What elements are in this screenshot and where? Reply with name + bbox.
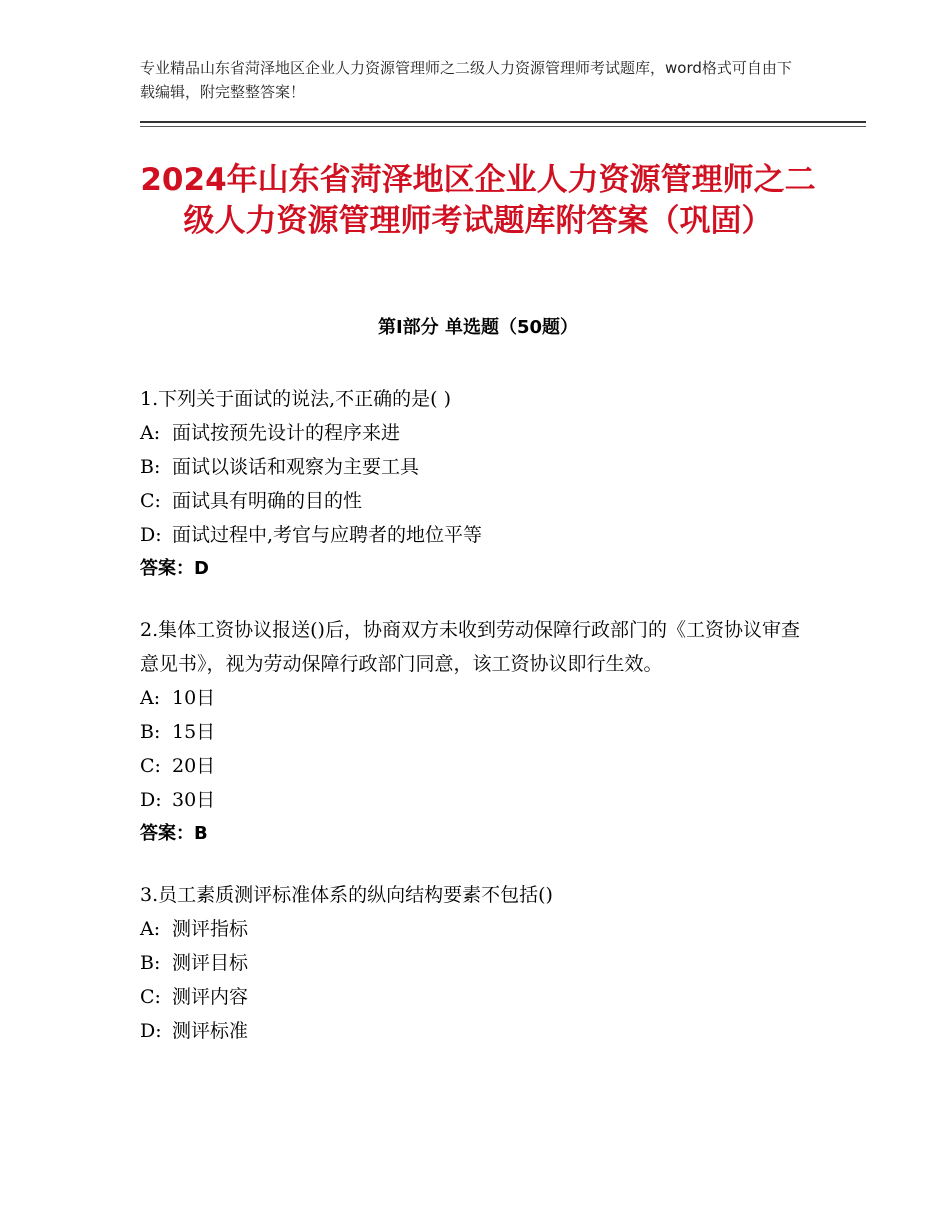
option-letter: C: [140, 755, 161, 777]
header-divider-thick [140, 121, 866, 123]
option-text: 10日 [172, 687, 216, 709]
question-stem: 3.员工素质测评标准体系的纵向结构要素不包括() [140, 884, 553, 906]
option-letter: D: [140, 789, 162, 811]
option-letter: C: [140, 986, 161, 1008]
option-a [140, 912, 800, 946]
option-a [140, 416, 800, 450]
option-text: 测评内容 [172, 986, 249, 1008]
section-title: 第Ⅰ部分 单选题（50题） [377, 317, 578, 338]
question-2 [140, 613, 800, 851]
option-letter: D: [140, 524, 162, 546]
option-text: 30日 [172, 789, 216, 811]
header-note: 专业精品山东省菏泽地区企业人力资源管理师之二级人力资源管理师考试题库，word格式可自由下载编辑，附完整整答案！ [140, 59, 792, 101]
option-b [140, 450, 800, 484]
option-b [140, 946, 800, 980]
answer-line: 答案：B [140, 823, 208, 844]
option-letter: C: [140, 490, 161, 512]
option-text: 面试以谈话和观察为主要工具 [172, 456, 420, 478]
option-text: 测评指标 [172, 918, 249, 940]
option-letter: D: [140, 1020, 162, 1042]
option-d [140, 518, 800, 552]
question-3 [140, 878, 800, 1048]
option-text: 15日 [172, 721, 216, 743]
document-title: 2024年山东省菏泽地区企业人力资源管理师之二级人力资源管理师考试题库附答案（巩固） [140, 162, 816, 239]
option-text: 面试具有明确的目的性 [172, 490, 363, 512]
question-stem: 2.集体工资协议报送()后，协商双方未收到劳动保障行政部门的《工资协议审查意见书》，视为劳动保障行政部门同意，该工资协议即行生效。 [140, 619, 800, 675]
option-letter: B: [140, 721, 161, 743]
option-text: 面试过程中,考官与应聘者的地位平等 [172, 524, 483, 546]
option-letter: B: [140, 952, 161, 974]
option-c [140, 749, 800, 783]
option-c [140, 484, 800, 518]
option-letter: A: [140, 918, 161, 940]
question-stem: 1.下列关于面试的说法,不正确的是( ) [140, 388, 452, 410]
option-d [140, 783, 800, 817]
answer-line: 答案：D [140, 558, 209, 579]
option-letter: A: [140, 687, 161, 709]
option-d [140, 1014, 800, 1048]
option-text: 测评标准 [172, 1020, 249, 1042]
question-list [140, 382, 800, 1075]
option-a [140, 681, 800, 715]
option-b [140, 715, 800, 749]
question-1 [140, 382, 800, 586]
option-text: 面试按预先设计的程序来进 [172, 422, 401, 444]
option-text: 测评目标 [172, 952, 249, 974]
option-letter: A: [140, 422, 161, 444]
header-divider-thin [140, 126, 866, 127]
option-text: 20日 [172, 755, 216, 777]
option-c [140, 980, 800, 1014]
option-letter: B: [140, 456, 161, 478]
